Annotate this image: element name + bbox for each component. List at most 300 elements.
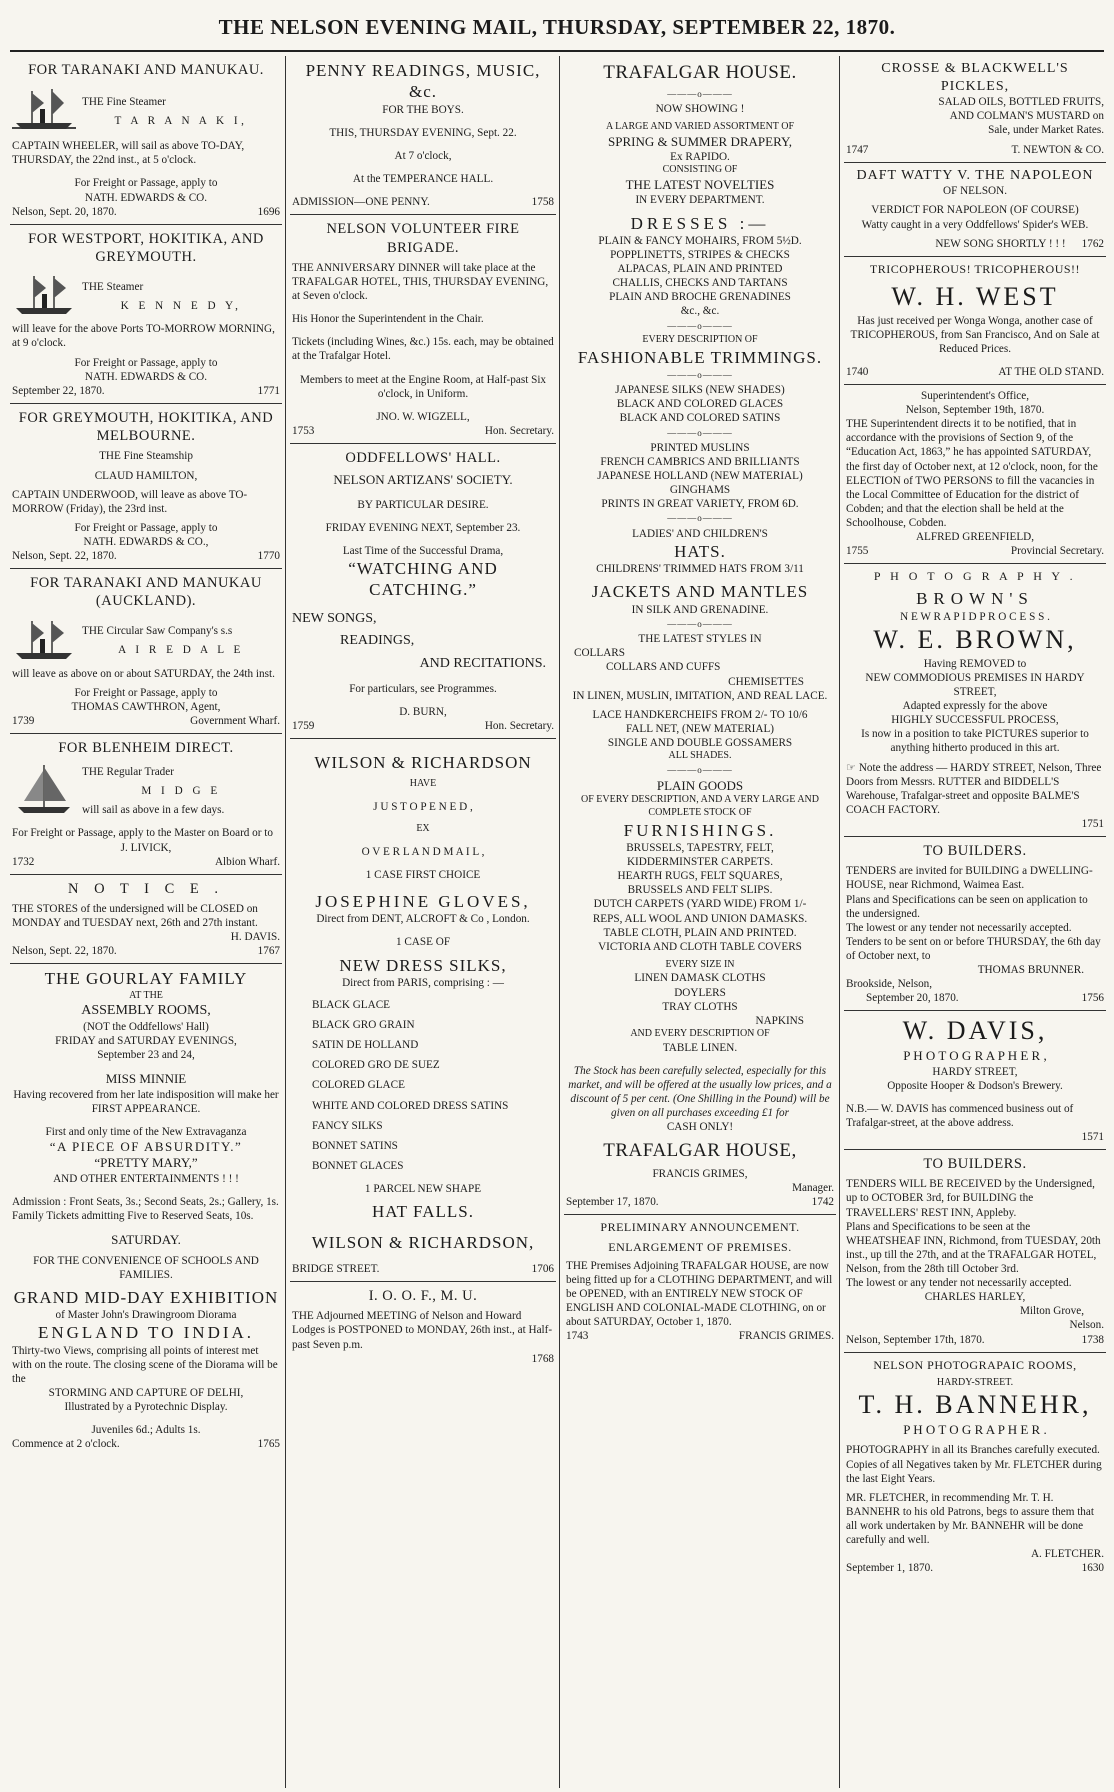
- ad-line: Having REMOVED to: [923, 657, 1027, 670]
- ad-line: His Honor the Superintendent in the Chair.: [292, 313, 484, 326]
- ad-heading: FOR TARANAKI AND MANUKAU.: [28, 62, 264, 78]
- ad-date: September 1, 1870.: [846, 1562, 933, 1575]
- ad-number: 1739: [12, 715, 35, 728]
- ship-name: A I R E D A L E: [118, 644, 244, 657]
- list-item: VICTORIA AND CLOTH TABLE COVERS: [598, 940, 802, 953]
- ad-line: HARDY-STREET.: [936, 1376, 1014, 1388]
- ad-title: W. H. WEST: [891, 281, 1059, 311]
- section-title: DRESSES :—: [630, 213, 770, 233]
- ad-number: 1755: [846, 545, 869, 558]
- ad-line: FRIDAY and SATURDAY EVENINGS,: [55, 1035, 237, 1048]
- ad-line: STORMING AND CAPTURE OF DELHI,: [48, 1387, 244, 1400]
- ship-notice: [12, 83, 280, 139]
- ad-heading: ODDFELLOWS' HALL.: [345, 449, 501, 466]
- ad-line: J U S T O P E N E D ,: [373, 800, 473, 813]
- section-title: FASHIONABLE TRIMMINGS.: [577, 347, 823, 367]
- ad-number: 1706: [531, 1262, 554, 1275]
- ad-line: ADMISSION—ONE PENNY.: [292, 196, 430, 209]
- ad-body: Has just received per Wonga Wonga, another case of TRICOPHEROUS, from San Francisco, And on Sale at Reduced Prices.: [850, 314, 1100, 355]
- ad-airedale: [10, 569, 282, 734]
- list-item: PLAIN AND BROCHE GRENADINES: [609, 291, 791, 304]
- ad-line: Superintendent's Office,: [920, 390, 1030, 403]
- ad-heading: TRICOPHEROUS! TRICOPHEROUS!!: [869, 261, 1081, 276]
- ad-role: Hon. Secretary.: [484, 424, 554, 437]
- list-item: WHITE AND COLORED DRESS SATINS: [312, 1099, 509, 1112]
- ad-signature: FRANCIS GRIMES,: [652, 1168, 748, 1181]
- ad-line: OF NELSON.: [942, 185, 1008, 198]
- ad-line: FRIDAY EVENING NEXT, September 23.: [325, 521, 521, 534]
- ad-midge: [10, 734, 282, 875]
- column-rule: [285, 56, 286, 1788]
- ad-heading: TO BUILDERS.: [923, 843, 1027, 860]
- ship-name: K E N N E D Y,: [120, 299, 242, 312]
- ad-signature: JNO. W. WIGZELL,: [376, 410, 470, 423]
- steamship-icon: [12, 270, 76, 322]
- ad-line: Ex RAPIDO.: [670, 151, 730, 164]
- ad-line: THE Regular Trader: [82, 766, 174, 779]
- section-title: PLAIN GOODS: [656, 778, 744, 794]
- ad-agent: NATH. EDWARDS & CO.: [84, 370, 208, 383]
- ad-body: The lowest or any tender not necessarily accepted.: [846, 921, 1072, 934]
- ad-line: P H O T O G R A P H E R .: [903, 1422, 1047, 1438]
- ad-body: THE Superintendent directs it to be notified, that in accordance with the provisions of Section 9, of the “Education Act, 1863,” he has appointed SATURDAY, the first day of October next, at 12 o'clock, noon, for the ELECTION of TWO PERSONS to fill the vacancies in the Local Committee of Education for the district of Cobden; and that the election shall be held at the Schoolhouse, Cobden.: [846, 418, 1098, 530]
- ad-line: THE Steamer: [82, 280, 144, 293]
- ad-heading: NELSON PHOTOGRAPAIC ROOMS,: [873, 1357, 1077, 1372]
- ad-body: Having recovered from her late indisposition will make her FIRST APPEARANCE.: [13, 1088, 279, 1115]
- list-item: BLACK GLACE: [312, 999, 391, 1012]
- ad-line: Members to meet at the Engine Room, at Half-past Six o'clock, in Uniform.: [299, 373, 547, 400]
- ad-body: THE Adjourned MEETING of Nelson and Howard Lodges is POSTPONED to MONDAY, 26th inst., at Half-past Seven p.m.: [292, 1310, 553, 1351]
- ad-line: NEW SONG SHORTLY ! ! !: [935, 237, 1066, 250]
- sailing-ship-icon: [12, 761, 76, 821]
- ad-number: 1747: [846, 143, 869, 156]
- ad-line: Sale, under Market Rates.: [988, 124, 1104, 137]
- list-item: LINEN DAMASK CLOTHS: [634, 972, 766, 985]
- masthead: THE NELSON EVENING MAIL, THURSDAY, SEPTEMBER 22, 1870.: [10, 4, 1104, 52]
- ad-penny-readings: [290, 56, 556, 215]
- ad-title: JOSEPHINE GLOVES,: [315, 891, 531, 911]
- ad-body: MR. FLETCHER, in recommending Mr. T. H. BANNEHR to his old Patrons, begs to assure them that all work undertaken by Mr. BANNEHR will be done carefully and well.: [846, 1491, 1094, 1547]
- ad-line: 1 CASE OF: [395, 936, 451, 949]
- admission-prices: Admission : Front Seats, 3s.; Second Seats, 2s.; Gallery, 1s. Family Tickets admitting Five to Reserved Seats, 10s.: [12, 1195, 279, 1223]
- ad-superintendent: [844, 385, 1106, 564]
- ad-number: 1738: [1081, 1333, 1104, 1346]
- section-title: FURNISHINGS.: [623, 820, 777, 840]
- list-item: BRUSSELS, TAPESTRY, FELT,: [626, 842, 774, 855]
- ad-body: will leave for the above Ports TO-MORROW MORNING, at 9 o'clock.: [12, 323, 275, 350]
- ad-number: 1571: [1081, 1130, 1104, 1143]
- ad-title: HAT FALLS.: [372, 1202, 474, 1222]
- ad-line: SALAD OILS, BOTTLED FRUITS,: [938, 96, 1104, 109]
- ad-line: EVERY SIZE IN: [665, 958, 735, 970]
- list-item: ALPACAS, PLAIN AND PRINTED: [617, 263, 783, 276]
- separator: ———o———: [667, 88, 733, 99]
- column-2: [290, 56, 556, 1788]
- ad-number: 1742: [811, 1196, 834, 1209]
- list-item: GINGHAMS: [669, 484, 731, 497]
- ad-preliminary-announcement: [564, 1215, 836, 1348]
- separator: ———o———: [667, 764, 733, 775]
- ad-line: Adapted expressly for the above: [902, 700, 1048, 713]
- ad-heading: FOR BLENHEIM DIRECT.: [58, 740, 234, 757]
- ad-line: AND RECITATIONS.: [419, 656, 546, 672]
- ad-number: 1758: [531, 196, 554, 209]
- ad-date: Nelson, Sept. 22, 1870.: [12, 945, 117, 958]
- ad-number: 1696: [257, 205, 280, 218]
- ad-line: 1 CASE FIRST CHOICE: [365, 868, 481, 881]
- ad-line: For Freight or Passage, apply to the Master on Board or to: [12, 827, 273, 840]
- ad-body: PHOTOGRAPHY in all its Branches carefully executed. Copies of all Negatives taken by Mr. FLETCHER during the last Eight Years.: [846, 1444, 1102, 1485]
- ad-line: CONSISTING OF: [662, 164, 738, 176]
- ad-line: THE LATEST NOVELTIES: [625, 177, 775, 193]
- list-item: PRINTED MUSLINS: [650, 441, 750, 454]
- ad-line: IN LINEN, MUSLIN, IMITATION, AND REAL LACE.: [572, 689, 828, 702]
- list-item: BLACK GRO GRAIN: [312, 1019, 415, 1032]
- list-item: COLORED GRO DE SUEZ: [312, 1059, 440, 1072]
- list-item: BONNET SATINS: [312, 1139, 398, 1152]
- ad-line: Direct from DENT, ALCROFT & Co , London.: [316, 913, 530, 926]
- ad-title: ENGLAND TO INDIA.: [37, 1323, 255, 1343]
- ad-title: GRAND MID-DAY EXHIBITION: [13, 1287, 279, 1307]
- ad-number: 1765: [257, 1438, 280, 1451]
- ad-line: EVERY DESCRIPTION OF: [642, 333, 758, 345]
- ad-line: Nelson.: [1069, 1319, 1104, 1332]
- venue: ASSEMBLY ROOMS,: [81, 1003, 211, 1019]
- separator: ———o———: [667, 320, 733, 331]
- ad-line: Brookside, Nelson,: [846, 978, 933, 991]
- ad-body: THE ANNIVERSARY DINNER will take place at the TRAFALGAR HOTEL, THIS, THURSDAY EVENING, at Seven o'clock.: [292, 261, 549, 303]
- ad-agent: THOMAS CAWTHRON, Agent,: [71, 700, 221, 713]
- ad-title: THE GOURLAY FAMILY: [44, 969, 248, 989]
- ad-to-builders-harley: [844, 1150, 1106, 1353]
- ad-tricopherous: [844, 257, 1106, 385]
- ad-line: READINGS,: [340, 633, 415, 649]
- ad-notice: [10, 875, 282, 965]
- ad-body: TENDERS WILL BE RECEIVED by the Undersigned, up to OCTOBER 3rd, for BUILDING the TRAVELLERS' REST INN, Appleby.: [846, 1178, 1095, 1219]
- list-item: BRUSSELS AND FELT SLIPS.: [627, 884, 773, 897]
- steamship-icon: [12, 83, 76, 139]
- list-item: SINGLE AND DOUBLE GOSSAMERS: [607, 737, 793, 750]
- ad-gourlay-family: [10, 964, 282, 1456]
- ad-signature: ALFRED GREENFIELD,: [915, 531, 1035, 544]
- ad-body: THE Premises Adjoining TRAFALGAR HOUSE, are now being fitted up for a CLOTHING DEPARTMENT, and will be OPENED, with an ENTIRELY NEW STOCK OF ENGLISH AND COLONIAL-MADE CLOTHING, on or about SATURDAY, October 1, 1870.: [566, 1259, 833, 1329]
- ad-wilson-richardson: [290, 739, 556, 1282]
- list-item: DOYLERS: [674, 986, 726, 999]
- ad-fire-brigade: [290, 215, 556, 444]
- list-item: KIDDERMINSTER CARPETS.: [626, 856, 774, 869]
- separator: ———o———: [667, 513, 733, 524]
- ad-line: Opposite Hooper & Dodson's Brewery.: [887, 1079, 1063, 1092]
- list-item: TABLE CLOTH, PLAIN AND PRINTED.: [603, 926, 797, 939]
- ad-title: W. DAVIS,: [902, 1016, 1048, 1046]
- list-item: TRAY CLOTHS: [662, 1000, 738, 1013]
- ad-heading: NELSON VOLUNTEER FIRE BRIGADE.: [326, 221, 520, 256]
- piece-title: “A PIECE OF ABSURDITY.”: [49, 1139, 243, 1155]
- ad-number: 1743: [566, 1330, 589, 1343]
- ad-title: T. H. BANNEHR,: [858, 1390, 1092, 1420]
- ad-title: CROSSE & BLACKWELL'S PICKLES,: [881, 61, 1069, 94]
- ad-line: (NOT the Oddfellows' Hall): [83, 1021, 209, 1034]
- ad-line: 1 PARCEL NEW SHAPE: [364, 1183, 482, 1196]
- ad-subheading: SATURDAY.: [111, 1232, 181, 1248]
- ad-title: W. E. BROWN,: [873, 624, 1077, 654]
- ad-date: Nelson, Sept. 22, 1870.: [12, 550, 117, 563]
- ad-signature: D. BURN,: [399, 705, 447, 718]
- ad-line: At 7 o'clock,: [394, 150, 452, 163]
- ad-line: First and only time of the New Extravaganza: [45, 1126, 247, 1138]
- ad-line: FOR THE CONVENIENCE OF SCHOOLS AND FAMILIES.: [33, 1254, 259, 1281]
- ad-body: N.B.— W. DAVIS has commenced business out of Trafalgar-street, at the above address.: [846, 1102, 1074, 1129]
- ad-body: THE STORES of the undersigned will be CLOSED on MONDAY and TUESDAY next, 26th and 27th instant.: [12, 903, 258, 930]
- ad-role: Hon. Secretary.: [484, 719, 554, 732]
- ad-agent: NATH. EDWARDS & CO.: [84, 191, 208, 204]
- ad-body: CAPTAIN UNDERWOOD, will leave as above TO-MORROW (Friday), the 23rd inst.: [12, 488, 248, 515]
- ad-line: Commence at 2 o'clock.: [12, 1438, 120, 1451]
- ad-crosse-blackwell: [844, 56, 1106, 163]
- ad-number: 1770: [257, 550, 280, 563]
- ad-heading: TRAFALGAR HOUSE.: [603, 62, 797, 83]
- ad-line: of Master John's Drawingroom Diorama: [55, 1309, 237, 1322]
- ad-line: NEW COMMODIOUS PREMISES IN HARDY STREET,: [865, 671, 1085, 698]
- list-item: PRINTS IN GREAT VARIETY, FROM 6D.: [601, 498, 799, 511]
- ad-body: Thirty-two Views, comprising all points of interest met with on the route. The closing scene of the Diorama will be the: [12, 1344, 278, 1385]
- ship-notice: [12, 615, 280, 667]
- ship-notice: [12, 761, 280, 821]
- ad-line: LADIES' AND CHILDREN'S: [632, 527, 768, 540]
- ad-number: 1751: [1081, 817, 1104, 830]
- ad-line: SPRING & SUMMER DRAPERY,: [608, 133, 792, 149]
- ad-body: The Stock has been carefully selected, especially for this market, and will be offered at the usually low prices, and a discount of 5 per cent. (One Shilling in the Pound) will be given on all purchases exceeding £1 for: [568, 1064, 832, 1119]
- list-item: CHEMISETTES: [728, 675, 804, 688]
- ad-line: Milton Grove,: [1019, 1305, 1084, 1318]
- ad-line: OF EVERY DESCRIPTION, AND A VERY LARGE AND COMPLETE STOCK OF: [581, 794, 819, 819]
- list-item: NAPKINS: [755, 1014, 804, 1027]
- list-item: BLACK AND COLORED GLACES: [616, 398, 784, 411]
- ad-photography-brown: [844, 564, 1106, 837]
- ad-number: 1762: [1081, 237, 1104, 250]
- ad-place: Albion Wharf.: [214, 855, 280, 868]
- ad-line: TABLE LINEN.: [662, 1041, 738, 1054]
- ad-heading: FOR GREYMOUTH, HOKITIKA, AND MELBOURNE.: [18, 409, 274, 445]
- piece-title: “PRETTY MARY,”: [94, 1155, 198, 1171]
- ad-title: DAFT WATTY V. THE NAPOLEON: [856, 167, 1094, 183]
- list-item: ALL SHADES.: [668, 750, 732, 762]
- ad-number: 1759: [292, 719, 315, 732]
- ad-title: PENNY READINGS, MUSIC, &c.: [305, 61, 541, 102]
- column-1: [10, 56, 282, 1788]
- ad-line: THE LATEST STYLES IN: [638, 633, 762, 646]
- steamship-icon: [12, 615, 76, 667]
- separator: ———o———: [667, 369, 733, 380]
- ad-number: 1753: [292, 424, 315, 437]
- ad-body: will sail as above in a few days.: [82, 804, 225, 817]
- section-title: HATS.: [674, 541, 726, 561]
- ad-bannehr-photographer: [844, 1353, 1106, 1581]
- ad-trafalgar-house: [564, 56, 836, 1215]
- list-item: CHALLIS, CHECKS AND TARTANS: [612, 277, 788, 290]
- ad-line: IN EVERY DEPARTMENT.: [635, 194, 765, 207]
- ad-signature: FRANCIS GRIMES.: [738, 1330, 834, 1343]
- list-item: LACE HANDKERCHEIFS FROM 2/- TO 10/6: [592, 708, 808, 721]
- ad-line: AT THE OLD STAND.: [998, 365, 1104, 378]
- ship-name: CLAUD HAMILTON,: [94, 469, 198, 482]
- ad-date: Nelson, September 19th, 1870.: [905, 404, 1045, 417]
- ad-line: CASH ONLY!: [666, 1121, 734, 1134]
- ad-number: 1732: [12, 855, 35, 868]
- list-item: COLLARS AND CUFFS: [606, 661, 721, 674]
- ad-body: Plans and Specifications to be seen at the WHEATSHEAF INN, Richmond, from TUESDAY, 20th inst., up till the 27th, and at the TRAFALGAR HOTEL, Nelson, from the 28th till October 3rd.: [846, 1220, 1101, 1275]
- list-item: DUTCH CARPETS (YARD WIDE) FROM 1/-: [593, 898, 807, 911]
- ad-line: Last Time of the Successful Drama,: [342, 544, 504, 557]
- ad-heading: TRAFALGAR HOUSE,: [603, 1140, 797, 1162]
- ad-davis-photographer: [844, 1011, 1106, 1150]
- ad-title: NEW DRESS SILKS,: [339, 955, 507, 975]
- ad-line: P H O T O G R A P H E R ,: [903, 1048, 1047, 1064]
- ad-heading: TO BUILDERS.: [923, 1156, 1027, 1173]
- ad-line: Direct from PARIS, comprising : —: [342, 976, 504, 989]
- ad-role: Manager.: [792, 1182, 834, 1195]
- ad-line: IN SILK AND GRENADINE.: [631, 603, 769, 616]
- separator: ———o———: [667, 618, 733, 629]
- ad-heading: FOR TARANAKI AND MANUKAU (AUCKLAND).: [30, 575, 262, 610]
- ad-agent: NATH. EDWARDS & CO.,: [83, 535, 209, 548]
- ad-heading: I. O. O. F., M. U.: [368, 1288, 478, 1305]
- list-item: BONNET GLACES: [312, 1159, 404, 1172]
- list-item: COLLARS: [574, 647, 625, 660]
- column-rule: [839, 56, 840, 1788]
- ad-line: THE Fine Steamer: [82, 95, 166, 108]
- ad-line: Watty caught in a very Oddfellows' Spider's WEB.: [861, 218, 1089, 231]
- ad-line: September 23 and 24,: [97, 1049, 195, 1062]
- ad-number: 1740: [846, 365, 869, 378]
- ad-claud-hamilton: [10, 404, 282, 569]
- list-item: COLORED GLACE: [312, 1079, 405, 1092]
- ad-line: HAVE: [409, 778, 437, 790]
- ad-place: Government Wharf.: [190, 715, 280, 728]
- ad-signature: THOMAS BRUNNER.: [977, 964, 1084, 977]
- ad-line: For Freight or Passage, apply to: [74, 686, 218, 699]
- ad-number: 1756: [1081, 992, 1104, 1005]
- ad-line: Tickets (including Wines, &c.) 15s. each, may be obtained at the Trafalgar Hotel.: [292, 336, 554, 363]
- ad-agent: J. LIVICK,: [120, 841, 172, 854]
- ad-ioof: [290, 1282, 556, 1371]
- ad-body: Tenders to be sent on or before THURSDAY, the 6th day of October next, to: [846, 935, 1101, 962]
- ad-body: Plans and Specifications can be seen on application to the undersigned.: [846, 893, 1088, 920]
- ad-heading: P H O T O G R A P H Y .: [873, 569, 1077, 584]
- list-item: BLACK AND COLORED SATINS: [619, 412, 781, 425]
- ad-subheading: NELSON ARTIZANS' SOCIETY.: [333, 472, 513, 488]
- column-rule: [559, 56, 560, 1788]
- ad-heading: N O T I C E .: [67, 880, 224, 897]
- ad-line: CHILDRENS' TRIMMED HATS FROM 3/11: [596, 563, 804, 576]
- ad-line: O V E R L A N D M A I L ,: [361, 845, 485, 858]
- ad-number: 1767: [257, 945, 280, 958]
- ad-heading: PRELIMINARY ANNOUNCEMENT.: [600, 1220, 800, 1235]
- ad-line: AT THE: [129, 989, 163, 1001]
- ad-line: For particulars, see Programmes.: [349, 682, 497, 695]
- ad-number: 1630: [1081, 1562, 1104, 1575]
- ad-oddfellows-hall: [290, 444, 556, 739]
- ad-line: HIGHLY SUCCESSFUL PROCESS,: [891, 714, 1059, 727]
- ad-line: BRIDGE STREET.: [292, 1262, 380, 1275]
- ad-heading: FOR WESTPORT, HOKITIKA, AND GREYMOUTH.: [28, 230, 264, 266]
- ad-title: BROWN'S: [916, 589, 1034, 609]
- list-item: &c., &c.: [680, 305, 720, 318]
- list-item: FALL NET, (NEW MATERIAL): [625, 722, 775, 735]
- ad-number: 1771: [257, 384, 280, 397]
- ad-line: BY PARTICULAR DESIRE.: [357, 498, 489, 511]
- ad-body: TENDERS are invited for BUILDING a DWELLING-HOUSE, near Richmond, Waimea East.: [846, 865, 1093, 892]
- ad-date: September 17, 1870.: [566, 1196, 659, 1209]
- list-item: REPS, ALL WOOL AND UNION DAMASKS.: [592, 912, 808, 925]
- list-item: JAPANESE HOLLAND (NEW MATERIAL): [597, 470, 803, 483]
- ad-line: Illustrated by a Pyrotechnic Display.: [64, 1401, 228, 1414]
- ad-line: HARDY STREET,: [932, 1065, 1018, 1078]
- list-item: FRENCH CAMBRICS AND BRILLIANTS: [600, 456, 800, 469]
- ad-line: Juveniles 6d.; Adults 1s.: [91, 1424, 201, 1437]
- ad-line: For Freight or Passage, apply to: [74, 177, 218, 190]
- ad-to-builders-brunner: [844, 837, 1106, 1011]
- list-item: HEARTH RUGS, FELT SQUARES,: [617, 870, 783, 883]
- list-item: FANCY SILKS: [312, 1119, 383, 1132]
- ad-line: N E W R A P I D P R O C E S S .: [900, 610, 1050, 623]
- ad-body: Is now in a position to take PICTURES superior to anything hitherto produced in this art.: [861, 728, 1089, 755]
- ad-line: AND OTHER ENTERTAINMENTS ! ! !: [53, 1172, 239, 1185]
- ad-date: September 22, 1870.: [12, 384, 105, 397]
- section-title: JACKETS AND MANTLES: [591, 582, 809, 602]
- ad-role: Provincial Secretary.: [1010, 545, 1104, 558]
- list-item: POPPLINETTS, STRIPES & CHECKS: [610, 249, 790, 262]
- list-item: SATIN DE HOLLAND: [312, 1039, 419, 1052]
- ad-taranaki: [10, 56, 282, 225]
- ad-date: Nelson, September 17th, 1870.: [846, 1333, 985, 1346]
- ad-date: Nelson, Sept. 20, 1870.: [12, 205, 117, 218]
- ad-line: THIS, THURSDAY EVENING, Sept. 22.: [329, 126, 517, 139]
- ad-signature: H. DAVIS.: [230, 931, 280, 944]
- list-item: PLAIN & FANCY MOHAIRS, FROM 5½D.: [598, 234, 802, 247]
- separator: ———o———: [667, 427, 733, 438]
- ad-line: NEW SONGS,: [292, 610, 377, 626]
- ad-signature: T. NEWTON & CO.: [1011, 143, 1104, 156]
- ad-line: THE Fine Steamship: [99, 450, 193, 463]
- silk-list: [292, 998, 554, 1173]
- ad-line: THE Circular Saw Company's s.s: [82, 625, 233, 638]
- ad-line: VERDICT FOR NAPOLEON (OF COURSE): [871, 204, 1079, 217]
- ad-line: At the TEMPERANCE HALL.: [352, 173, 494, 186]
- ship-notice: [12, 270, 280, 322]
- ad-body: ☞ Note the address — HARDY STREET, Nelson, Three Doors from Messrs. RUTTER and BIDDELL'S Warehouse, Trafalgar-street and opposite BALME'S COACH FACTORY.: [846, 761, 1102, 816]
- ship-name: T A R A N A K I,: [114, 114, 248, 127]
- list-item: JAPANESE SILKS (NEW SHADES): [615, 384, 785, 397]
- ad-body: The lowest or any tender not necessarily accepted.: [846, 1277, 1072, 1290]
- ad-line: AND COLMAN'S MUSTARD on: [949, 110, 1104, 123]
- ad-subheading: ENLARGEMENT OF PREMISES.: [608, 1239, 792, 1254]
- ad-kennedy: [10, 225, 282, 404]
- ad-date: September 20, 1870.: [866, 992, 959, 1005]
- ad-number: 1768: [531, 1352, 554, 1365]
- ship-name: M I D G E: [141, 785, 221, 798]
- column-4: [844, 56, 1106, 1788]
- ad-line: For Freight or Passage, apply to: [74, 521, 218, 534]
- ad-title: WILSON & RICHARDSON: [314, 752, 532, 772]
- ad-body: CAPTAIN WHEELER, will sail as above TO-DAY, THURSDAY, the 22nd inst., at 5 o'clock.: [12, 140, 245, 167]
- ad-line: AND EVERY DESCRIPTION OF: [630, 1027, 770, 1039]
- ad-body: will leave as above on or about SATURDAY, the 24th inst.: [12, 667, 275, 680]
- ad-line: EX: [416, 823, 430, 835]
- ad-line: FOR THE BOYS.: [382, 103, 464, 116]
- drama-title: “WATCHING AND CATCHING.”: [348, 558, 498, 600]
- column-3: [564, 56, 836, 1788]
